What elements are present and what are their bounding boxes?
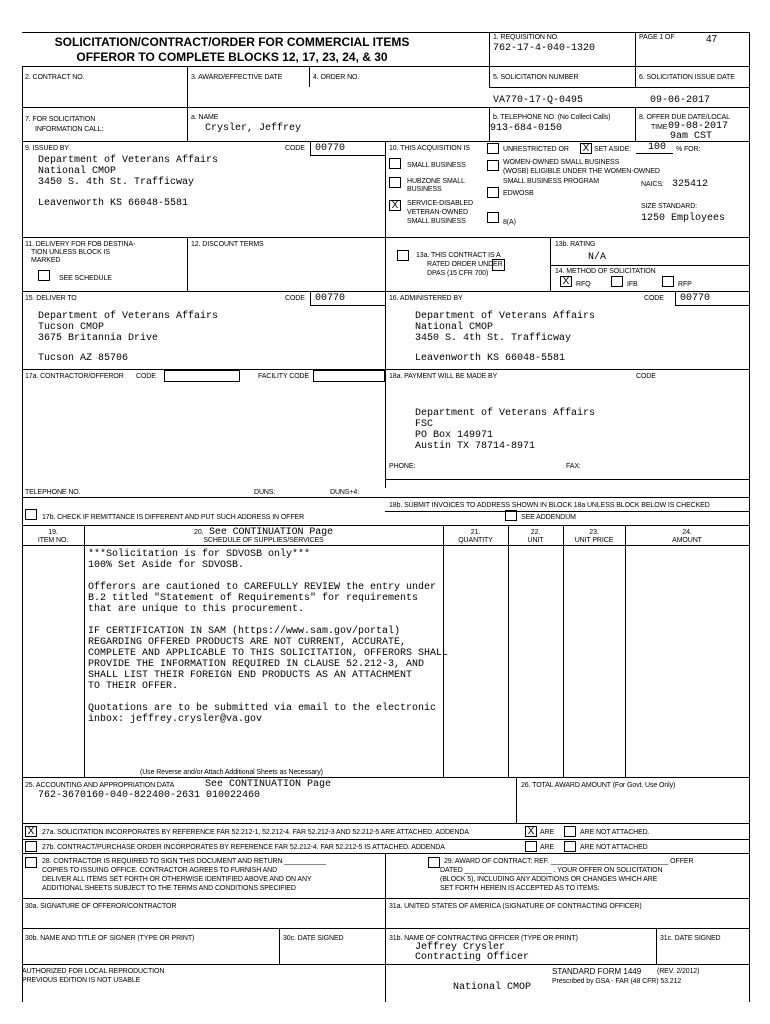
wosb-label-3: SMALL BUSINESS PROGRAM	[503, 178, 599, 185]
rfp-label: RFP	[678, 281, 692, 288]
rfp-checkbox[interactable]	[662, 276, 674, 287]
size-standard-label: SIZE STANDARD:	[641, 203, 698, 210]
hubzone-checkbox[interactable]	[389, 177, 401, 188]
issued-by-code: 00770	[315, 143, 346, 154]
form-title: SOLICITATION/CONTRACT/ORDER FOR COMMERCIAL ITEMS	[54, 35, 410, 49]
fob-label: 11. DELIVERY FOR FOB DESTINA-	[25, 241, 136, 248]
administered-by-code: 00770	[680, 293, 711, 304]
ifb-label: IFB	[627, 281, 638, 288]
small-business-label: SMALL BUSINESS	[407, 162, 466, 169]
addendum-label: SEE ADDENDUM	[521, 514, 576, 521]
contractor-code-label: CODE	[136, 373, 156, 380]
29-checkbox[interactable]	[428, 857, 440, 868]
28-line-3: DELIVER ALL ITEMS SET FORTH OR OTHERWISE IDENTIFIED ABOVE AND ON ANY	[42, 876, 312, 883]
issued-by-code-label: CODE	[285, 145, 305, 152]
27b-not-attached-checkbox[interactable]	[564, 841, 576, 852]
duns4-label: DUNS+4:	[330, 489, 360, 496]
contract-no-label: 2. CONTRACT NO.	[25, 74, 85, 81]
unrestricted-label: UNRESTRICTED OR	[503, 146, 569, 153]
fob-label-2: TION UNLESS BLOCK IS	[31, 249, 110, 256]
payment-phone-label: PHONE:	[389, 463, 416, 470]
requisition-label: 1. REQUISITION NO.	[493, 34, 559, 41]
accounting-continuation: See CONTINUATION Page	[205, 779, 332, 790]
rated-order-checkbox[interactable]	[397, 250, 409, 261]
continuation-page-ref: See CONTINUATION Page	[209, 527, 333, 538]
offer-due-time: 9am CST	[670, 131, 713, 142]
issue-date-label: 6. SOLICITATION ISSUE DATE	[639, 74, 735, 81]
offer-due-date: 09-08-2017	[668, 121, 729, 132]
accounting-data: 762-3670160-040-822400-2631 010022460	[38, 790, 261, 801]
small-business-checkbox[interactable]	[389, 158, 401, 169]
27a-not-attached-label: ARE NOT ATTACHED.	[580, 829, 650, 836]
contractor-label: 17a. CONTRACTOR/OFFEROR	[25, 373, 124, 380]
contact-name: Crysler, Jeffrey	[205, 123, 302, 134]
rating-value: N/A	[588, 252, 607, 263]
hubzone-label: HUBZONE SMALL	[407, 178, 465, 185]
award-date-label: 3. AWARD/EFFECTIVE DATE	[191, 74, 283, 81]
rated-order-label-2: RATED ORDER UNDER	[427, 261, 503, 268]
wosb-label: WOMEN-OWNED SMALL BUSINESS	[503, 159, 620, 166]
wosb-label-2: (WOSB) ELIGIBLE UNDER THE WOMEN-OWNED	[503, 168, 660, 175]
29-line-4: SET FORTH HEREIN IS ACCEPTED AS TO ITEMS:	[440, 885, 600, 892]
item-no-header: 19. ITEM NO.	[37, 529, 69, 544]
payment-code-label: CODE	[636, 373, 656, 380]
co-name-label: 31b. NAME OF CONTRACTING OFFICER (TYPE OR PRINT)	[389, 935, 578, 942]
facility-code-label: FACILITY CODE	[258, 373, 310, 380]
invoices-label: 18b. SUBMIT INVOICES TO ADDRESS SHOWN IN BLOCK 18a UNLESS BLOCK BELOW IS CHECKED	[389, 502, 710, 509]
quantity-header: 21. QUANTITY	[458, 529, 493, 544]
administered-by-label: 16. ADMINISTERED BY	[389, 295, 463, 302]
set-aside-label: SET ASIDE:	[594, 146, 631, 153]
telephone-label-17: TELEPHONE NO.	[25, 489, 81, 496]
sdvosb-checkbox[interactable]: X	[389, 200, 401, 211]
27a-not-attached-checkbox[interactable]	[564, 826, 576, 837]
addendum-checkbox[interactable]	[505, 510, 517, 521]
naics-label: NAICS:	[641, 181, 664, 188]
co-signature-label: 31a. UNITED STATES OF AMERICA (SIGNATURE OF CONTRACTING OFFICER)	[389, 903, 642, 910]
remittance-checkbox[interactable]	[25, 509, 37, 520]
reverse-note: (Use Reverse and/or Attach Additional Sheets as Necessary)	[140, 769, 323, 776]
schedule-description: ***Solicitation is for SDVOSB only*** 100% Set Aside for SDVOSB. Offerors are cautioned to CAREFULLY REVIEW the entry under B.2 titled "Statement of Requirements" for requirements that are unique to this procurement. IF CERTIFICATION IN SAM (https://www.sam.gov/portal) REGARDING OFFERED PRODUCTS ARE NOT CURRENT, ACCURATE, COMPLETE AND APPLICABLE TO THIS SOLICITATION, OFFERORS SHALL PROVIDE THE INFORMATION REQUIRED IN CLAUSE 52.212-3, AND SHALL LIST THEIR FOREIGN END PRODUCTS AS AN ATTACHMENT TO THEIR OFFER. Quotations are to be submitted via email to the electronic inbox: jeffrey.crysler@va.gov	[88, 549, 449, 725]
rated-order-label-3: DPAS (15 CFR 700)	[427, 270, 489, 277]
27b-not-attached-label: ARE NOT ATTACHED	[580, 844, 648, 851]
sdvosb-label: SERVICE-DISABLED	[407, 200, 473, 207]
rating-label: 13b. RATING	[555, 241, 596, 248]
see-schedule-checkbox[interactable]	[38, 270, 50, 281]
page-label: PAGE 1 OF	[639, 34, 675, 41]
rfq-checkbox[interactable]: X	[560, 276, 572, 287]
sdvosb-label-2: VETERAN-OWNED	[407, 209, 468, 216]
27b-are-checkbox[interactable]	[525, 841, 537, 852]
27b-are-label: ARE	[540, 844, 555, 851]
previous-edition-note: PREVIOUS EDITION IS NOT USABLE	[22, 977, 141, 984]
payment-label: 18a. PAYMENT WILL BE MADE BY	[389, 373, 498, 380]
offer-due-label: 8. OFFER DUE DATE/LOCAL	[639, 114, 730, 121]
telephone-number: 913-684-0150	[490, 123, 563, 134]
28-line-4: ADDITIONAL SHEETS SUBJECT TO THE TERMS AND CONDITIONS SPECIFIED	[42, 885, 296, 892]
28-line-2: COPIES TO ISSUING OFFICE. CONTRACTOR AGREES TO FURNISH AND	[42, 867, 278, 874]
issue-date: 09-06-2017	[650, 95, 711, 106]
issued-by-label: 9. ISSUED BY	[25, 145, 69, 152]
29-line-3: (BLOCK 5), INCLUDING ANY ADDITIONS OR CHANGES WHICH ARE	[440, 876, 658, 883]
percent-for-label: % FOR:	[676, 146, 701, 153]
deliver-to-code: 00770	[315, 293, 346, 304]
rfq-label: RFQ	[576, 281, 591, 288]
sdvosb-label-3: SMALL BUSINESS	[407, 218, 466, 225]
unit-header: 22. UNIT	[527, 529, 544, 544]
form-subtitle: OFFEROR TO COMPLETE BLOCKS 12, 17, 23, 24, & 30	[76, 50, 388, 64]
27a-are-checkbox[interactable]: X	[525, 826, 537, 837]
rated-order-label: 13a. THIS CONTRACT IS A	[416, 252, 501, 259]
solicitation-number: VA770-17-Q-0495	[493, 95, 584, 106]
ifb-checkbox[interactable]	[611, 276, 623, 287]
edwosb-label: EDWOSB	[503, 190, 534, 197]
duns-label: DUNS:	[254, 489, 276, 496]
form-revision: (REV. 2/2012)	[657, 968, 700, 975]
payment-fax-label: FAX:	[566, 463, 581, 470]
hubzone-label-2: BUSINESS	[407, 186, 442, 193]
contractor-code-field[interactable]	[164, 370, 240, 382]
solicitation-number-label: 5. SOLICITATION NUMBER	[493, 74, 579, 81]
order-no-label: 4. ORDER NO.	[313, 74, 360, 81]
footer-cmop: National CMOP	[453, 982, 532, 993]
offeror-date-label: 30c. DATE SIGNED	[283, 935, 344, 942]
27a-label: 27a. SOLICITATION INCORPORATES BY REFERENCE FAR 52.212-1, 52.212-4. FAR 52.212-3 AND 52.212-5 ARE ATTACHED. ADDENDA	[42, 829, 469, 836]
28-line-1: 28. CONTRACTOR IS REQUIRED TO SIGN THIS DOCUMENT AND RETURN ___________	[42, 858, 326, 865]
size-standard: 1250 Employees	[641, 213, 726, 224]
schedule-header: 20. See CONTINUATION Page SCHEDULE OF SUPPLIES/SERVICES	[194, 527, 333, 544]
co-name: Jeffrey Crysler	[415, 942, 506, 953]
unrestricted-checkbox[interactable]	[487, 143, 499, 154]
naics-code: 325412	[672, 179, 709, 190]
29-line-2: DATED _______________________ . YOUR OFFER ON SOLICITATION	[440, 867, 663, 874]
offeror-signature-label: 30a. SIGNATURE OF OFFEROR/CONTRACTOR	[25, 903, 177, 910]
see-schedule-label: SEE SCHEDULE	[59, 275, 112, 282]
fob-label-3: MARKED	[31, 257, 61, 264]
29-line-1: 29. AWARD OF CONTRACT: REF. _______________________________ OFFER	[444, 858, 694, 865]
27a-are-label: ARE	[540, 829, 555, 836]
facility-code-field[interactable]	[313, 370, 385, 382]
co-title: Contracting Officer	[415, 952, 530, 963]
form-number: STANDARD FORM 1449	[552, 967, 642, 976]
name-label: a. NAME	[191, 114, 219, 121]
deliver-to-code-label: CODE	[285, 295, 305, 302]
solicitation-info-label: 7. FOR SOLICITATION	[25, 116, 96, 123]
page-total: 47	[706, 34, 718, 45]
discount-terms-label: 12. DISCOUNT TERMS	[191, 241, 264, 248]
amount-header: 24. AMOUNT	[672, 529, 702, 544]
27b-label: 27b. CONTRACT/PURCHASE ORDER INCORPORATES BY REFERENCE FAR 52.212-4. FAR 52.212-5 IS ATTACHED. ADDENDA	[42, 844, 445, 851]
total-award-label: 26. TOTAL AWARD AMOUNT (For Govt. Use Only)	[521, 782, 676, 789]
administered-by-code-label: CODE	[644, 295, 664, 302]
telephone-label: b. TELEPHONE NO. (No Collect Calls)	[493, 114, 611, 121]
solicitation-info-label-2: INFORMATION CALL:	[35, 126, 104, 133]
27a-checkbox[interactable]: X	[25, 826, 37, 837]
method-label: 14. METHOD OF SOLICITATION	[555, 268, 656, 275]
wosb-checkbox[interactable]	[487, 160, 499, 171]
signer-name-label: 30b. NAME AND TITLE OF SIGNER (TYPE OR PRINT)	[25, 935, 195, 942]
prescribed-by: Prescribed by GSA - FAR (48 CFR) 53.212	[552, 978, 682, 985]
set-aside-checkbox[interactable]: X	[580, 143, 592, 154]
unit-price-header: 23. UNIT PRICE	[574, 529, 614, 544]
accounting-label: 25. ACCOUNTING AND APPROPRIATION DATA	[25, 782, 175, 789]
co-date-label: 31c. DATE SIGNED	[660, 935, 721, 942]
edwosb-checkbox[interactable]	[487, 187, 499, 198]
time-label: TIME	[651, 124, 668, 131]
8a-label: 8(A)	[503, 219, 516, 226]
remittance-label: 17b. CHECK IF REMITTANCE IS DIFFERENT AND PUT SUCH ADDRESS IN OFFER	[42, 514, 305, 521]
27b-checkbox[interactable]	[25, 841, 37, 852]
deliver-to-label: 15. DELIVER TO	[25, 295, 77, 302]
rated-order-field[interactable]	[492, 259, 505, 271]
acquisition-label: 10. THIS ACQUISITION IS	[389, 145, 470, 152]
requisition-number: 762-17-4-040-1320	[493, 43, 596, 54]
28-checkbox[interactable]	[25, 857, 37, 868]
reproduction-note: AUTHORIZED FOR LOCAL REPRODUCTION	[22, 968, 165, 975]
set-aside-percent: 100	[648, 142, 667, 153]
8a-checkbox[interactable]	[487, 212, 499, 223]
